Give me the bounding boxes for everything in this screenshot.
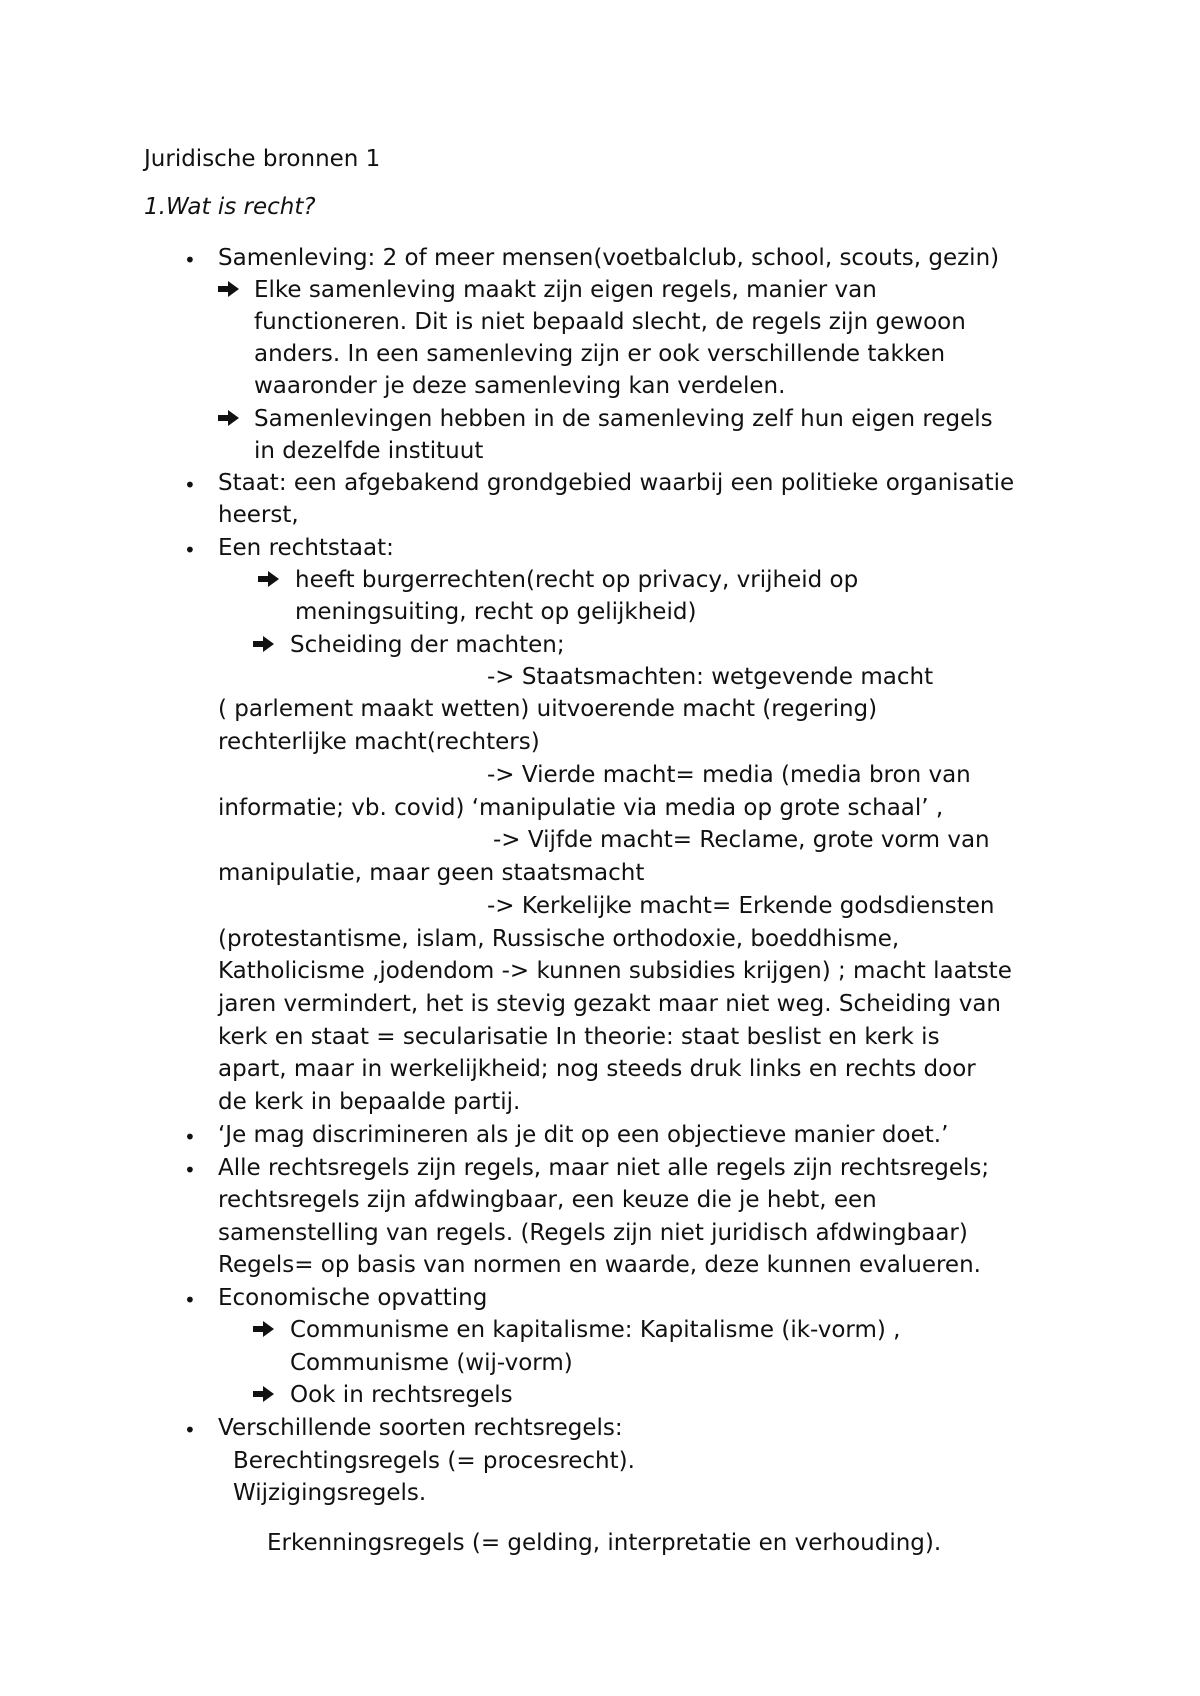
text-line: rechtsregels zijn afdwingbaar, een keuze die je hebt, een (218, 1187, 877, 1213)
text-line: Alle rechtsregels zijn regels, maar niet alle regels zijn rechtsregels; (218, 1155, 990, 1181)
bullet-icon: • (184, 1288, 196, 1312)
text-line: meningsuiting, recht op gelijkheid) (295, 599, 697, 625)
text-line: anders. In een samenleving zijn er ook verschillende takken (254, 341, 946, 367)
text-line: Verschillende soorten rechtsregels: (218, 1415, 623, 1441)
text-line: -> Vijfde macht= Reclame, grote vorm van (493, 827, 990, 853)
text-line: Elke samenleving maakt zijn eigen regels, manier van (254, 277, 877, 303)
text-line: Communisme (wij-vorm) (290, 1350, 573, 1376)
text-line: jaren vermindert, het is stevig gezakt maar niet weg. Scheiding van (218, 991, 1001, 1017)
arrow-right-icon (258, 570, 280, 588)
text-line: Regels= op basis van normen en waarde, deze kunnen evalueren. (218, 1252, 981, 1278)
text-line: Ook in rechtsregels (290, 1382, 513, 1408)
text-line: Staat: een afgebakend grondgebied waarbij een politieke organisatie (218, 470, 1015, 496)
text-line: informatie; vb. covid) ‘manipulatie via media op grote schaal’ , (218, 795, 944, 821)
bullet-icon: • (184, 1418, 196, 1442)
text-line: heeft burgerrechten(recht op privacy, vrijheid op (295, 567, 859, 593)
text-line: Erkenningsregels (= gelding, interpretatie en verhouding). (267, 1530, 942, 1556)
section-heading: 1.Wat is recht? (144, 194, 316, 220)
text-line: waaronder je deze samenleving kan verdelen. (254, 373, 786, 399)
text-line: Katholicisme ,jodendom -> kunnen subsidies krijgen) ; macht laatste (218, 958, 1012, 984)
arrow-right-icon (218, 409, 240, 427)
arrow-right-icon (253, 1320, 275, 1338)
text-line: -> Kerkelijke macht= Erkende godsdiensten (487, 893, 995, 919)
text-line: kerk en staat = secularisatie In theorie: staat beslist en kerk is (218, 1024, 940, 1050)
arrow-right-icon (218, 280, 240, 298)
text-line: manipulatie, maar geen staatsmacht (218, 860, 645, 886)
text-line: functioneren. Dit is niet bepaald slecht, de regels zijn gewoon (254, 309, 966, 335)
text-line: samenstelling van regels. (Regels zijn niet juridisch afdwingbaar) (218, 1220, 968, 1246)
text-line: ( parlement maakt wetten) uitvoerende macht (regering) (218, 696, 878, 722)
text-line: -> Vierde macht= media (media bron van (487, 762, 971, 788)
text-line: -> Staatsmachten: wetgevende macht (487, 664, 934, 690)
text-line: Communisme en kapitalisme: Kapitalisme (ik-vorm) , (290, 1317, 901, 1343)
bullet-icon: • (184, 538, 196, 562)
arrow-right-icon (253, 1385, 275, 1403)
text-line: Scheiding der machten; (290, 632, 565, 658)
bullet-icon: • (184, 473, 196, 497)
text-line: in dezelfde instituut (254, 438, 484, 464)
text-line: Samenleving: 2 of meer mensen(voetbalclub, school, scouts, gezin) (218, 245, 1000, 271)
bullet-icon: • (184, 1158, 196, 1182)
text-line: Een rechtstaat: (218, 535, 394, 561)
text-line: ‘Je mag discrimineren als je dit op een objectieve manier doet.’ (218, 1122, 949, 1148)
bullet-icon: • (184, 248, 196, 272)
text-line: de kerk in bepaalde partij. (218, 1089, 521, 1115)
arrow-right-icon (253, 635, 275, 653)
text-line: heerst, (218, 502, 299, 528)
text-line: (protestantisme, islam, Russische orthodoxie, boeddhisme, (218, 926, 900, 952)
text-line: Samenlevingen hebben in de samenleving zelf hun eigen regels (254, 406, 993, 432)
text-line: Economische opvatting (218, 1285, 488, 1311)
document-title: Juridische bronnen 1 (144, 146, 381, 172)
bullet-icon: • (184, 1125, 196, 1149)
text-line: Wijzigingsregels. (233, 1480, 427, 1506)
text-line: rechterlijke macht(rechters) (218, 729, 540, 755)
text-line: Berechtingsregels (= procesrecht). (233, 1448, 635, 1474)
text-line: apart, maar in werkelijkheid; nog steeds druk links en rechts door (218, 1056, 976, 1082)
